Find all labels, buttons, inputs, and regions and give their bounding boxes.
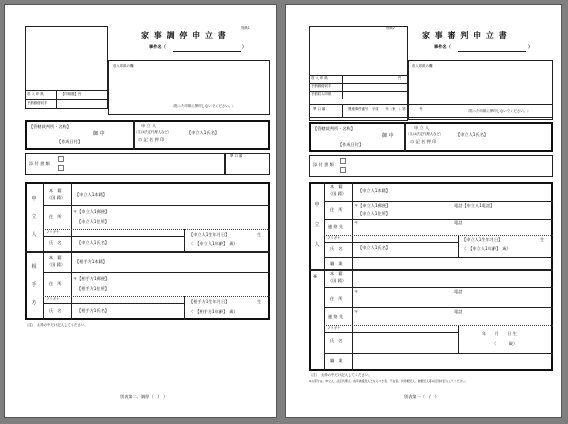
applicant-section-label: 申 立 人 <box>31 196 37 238</box>
form-number: 別紙1 <box>241 26 250 30</box>
contact-label: 連 絡 先 <box>328 314 344 319</box>
contact-phone-field[interactable]: 電話 <box>454 220 463 225</box>
respondent-age-field[interactable]: （ 【相手方1年齢】 歳） <box>189 309 238 314</box>
address-label: 住 所 <box>49 214 62 219</box>
respondent-domicile-field[interactable]: 【相手方1本籍】 <box>75 259 107 264</box>
name-label: 氏 名 <box>49 308 62 313</box>
respondent-address-field[interactable]: 【相手方1住所】 <box>77 286 109 291</box>
applicant-phone-field[interactable]: 電話【申立人1電話】 <box>454 203 495 208</box>
court-name-field[interactable]: 【管轄裁判所・名称】 <box>313 126 355 131</box>
court-suffix: 御 中 <box>382 133 394 139</box>
related-case-field[interactable]: 関連事件番号 平成 年（家 ）第 号 <box>348 107 423 111</box>
respondent-zip-field[interactable]: 〒【相手方1郵便】 <box>73 276 110 281</box>
page-title: 家 事 調 停 申 立 書 <box>141 31 227 40</box>
attachment-label: 添 付 書 類 <box>313 162 334 167</box>
date-field[interactable]: 【作成日付】 <box>57 139 83 144</box>
form-number: 別紙2 <box>386 26 395 30</box>
domicile-label: 本 籍 <box>49 255 62 260</box>
case-name-close: ） <box>242 44 247 49</box>
domicile-label: 本 籍 <box>330 271 343 276</box>
furigana-label: フリガナ <box>327 236 341 240</box>
respondent-section-label: 相 手 方 <box>31 264 37 306</box>
contact-phone-field[interactable]: 電話 <box>454 309 463 314</box>
name-label: 氏 名 <box>330 246 343 251</box>
court-suffix: 御 中 <box>93 131 105 137</box>
date-field[interactable]: 【作成日付】 <box>338 142 364 147</box>
birth-suffix: 生 <box>540 237 545 242</box>
domicile-label: 本 籍 <box>49 188 62 193</box>
footnote: （注） 太枠の中だけ記入してください。 <box>25 323 88 327</box>
footnote: （注） 太枠の中だけ記入してください。 <box>309 373 372 377</box>
address-label: 住 所 <box>330 296 343 301</box>
postage-label: 予納郵便切手 <box>311 84 332 88</box>
attachment-checkbox[interactable] <box>340 167 346 173</box>
stamp-amount-field: 円 <box>398 76 402 80</box>
party-type-marker: ※ <box>313 274 318 280</box>
nationality-label: （国 籍） <box>328 278 347 283</box>
adjudication-form-page <box>286 5 561 417</box>
applicant-age-field[interactable]: （ 【申立人1年齢】 歳） <box>462 246 511 251</box>
stamp-row-label: 収 入 印 紙 <box>311 76 328 80</box>
stamp-warning: （貼った印紙に押印しないでください。） <box>466 109 531 113</box>
nationality-label: （国 籍） <box>47 195 66 200</box>
furigana-label: フリガナ <box>46 230 60 234</box>
page-title: 家 事 審 判 申 立 書 <box>422 31 508 40</box>
occupation-label: 職 業 <box>330 261 343 266</box>
applicant-address-field[interactable]: 【申立人1住所】 <box>358 211 390 216</box>
stamp-row-label: 収 入 印 紙 <box>27 92 44 96</box>
signature-label-sub: （又は法定代理人など） <box>406 132 444 136</box>
attachment-checkbox[interactable] <box>340 158 346 164</box>
address-label: 住 所 <box>49 281 62 286</box>
address-label: 住 所 <box>330 207 343 212</box>
name-label: 氏 名 <box>330 338 343 343</box>
nationality-label: （国 籍） <box>328 191 347 196</box>
contact-zip-field[interactable]: 〒 <box>354 309 359 314</box>
attachment-checkbox[interactable] <box>58 165 64 171</box>
name-label: 氏 名 <box>49 240 62 245</box>
applicant-name-sign-field[interactable]: 【申立人1氏名】 <box>187 130 219 135</box>
case-name-label: 事件名（ <box>149 44 166 49</box>
case-name-label: 事件名（ <box>434 44 451 49</box>
attachment-label: 添 付 書 類 <box>29 161 50 166</box>
footnote-detail: ※の部分は、申立人、法定代理人、成年被後見人となるべき者、不在者、共同相続人、被相続人等の区別を記入してください。 <box>309 379 468 383</box>
applicant-name-sign-field[interactable]: 【申立人1氏名】 <box>456 132 488 137</box>
stamp-note: 収入印紙の欄 <box>113 64 134 68</box>
signature-label: 申 立 人 <box>414 125 430 130</box>
birth-suffix: 生 <box>257 232 262 237</box>
stamp-amount-field: 【印紙額】円 <box>61 92 82 96</box>
page-footer: 別表第二、調停（ / ） <box>120 394 168 399</box>
applicant-name-field[interactable]: 【申立人1氏名】 <box>77 240 109 245</box>
signature-label-end: の 記 名 押 印 <box>410 139 437 144</box>
other-birth-field[interactable]: 年 月 日 生 <box>482 331 517 336</box>
domicile-label: 本 籍 <box>330 184 343 189</box>
contact-zip-field[interactable]: 〒 <box>354 220 359 225</box>
applicant-section-label: 申 立 人 <box>314 202 320 248</box>
applicant-name-field[interactable]: 【申立人1氏名】 <box>358 245 390 250</box>
applicant-birth-field[interactable]: 【申立人1生年月日】 <box>462 237 503 242</box>
applicant-age-field[interactable]: （ 【申立人1年齢】 歳） <box>189 241 238 246</box>
page-footer: 別表第一（ / ） <box>404 394 439 399</box>
signature-label: 申 立 人 <box>141 123 157 128</box>
occupation-label: 職 業 <box>330 358 343 363</box>
applicant-domicile-field[interactable]: 【申立人1本籍】 <box>358 188 390 193</box>
stamp-note: 収入印紙の欄 <box>412 64 433 68</box>
applicant-address-field[interactable]: 【申立人1住所】 <box>77 219 109 224</box>
respondent-birth-field[interactable]: 【相手方1生年月日】 <box>189 299 230 304</box>
birth-suffix: 生 <box>257 299 262 304</box>
applicant-zip-field[interactable]: 〒【申立人1郵便】 <box>354 203 391 208</box>
postage-label: 予納郵便切手 <box>27 101 48 105</box>
applicant-zip-field[interactable]: 〒【申立人1郵便】 <box>73 209 110 214</box>
prep-note: 準 口 頭 <box>230 154 243 158</box>
other-zip-field[interactable]: 〒 <box>354 289 359 294</box>
respondent-name-field[interactable]: 【相手方1氏名】 <box>77 308 109 313</box>
prep-note: 準 口 頭 <box>313 107 326 111</box>
applicant-birth-field[interactable]: 【申立人1生年月日】 <box>189 232 230 237</box>
attachment-checkbox[interactable] <box>58 156 64 162</box>
contact-label: 連 絡 先 <box>328 224 344 229</box>
revenue-stamp-label: 予納収入印紙 <box>311 92 332 96</box>
attachment-box <box>25 153 225 175</box>
applicant-domicile-field[interactable]: 【申立人1本籍】 <box>75 192 107 197</box>
furigana-label: フリガナ <box>46 297 60 301</box>
nationality-label: （国 籍） <box>47 262 66 267</box>
court-name-field[interactable]: 【管轄裁判所・名称】 <box>29 124 71 129</box>
stamp-box <box>25 26 108 109</box>
signature-label-sub: （又は法定代理人など） <box>134 130 172 134</box>
furigana-label: フリガナ <box>327 326 341 330</box>
signature-label-end: の 記 名 押 印 <box>138 137 165 142</box>
case-name-close: ） <box>528 44 533 49</box>
mediation-form-page <box>5 5 276 417</box>
stamp-warning: （貼った印紙に押印しないでください。） <box>171 104 236 108</box>
other-phone-field[interactable]: 電話 <box>454 289 463 294</box>
other-age-field[interactable]: （ 歳） <box>492 341 518 346</box>
